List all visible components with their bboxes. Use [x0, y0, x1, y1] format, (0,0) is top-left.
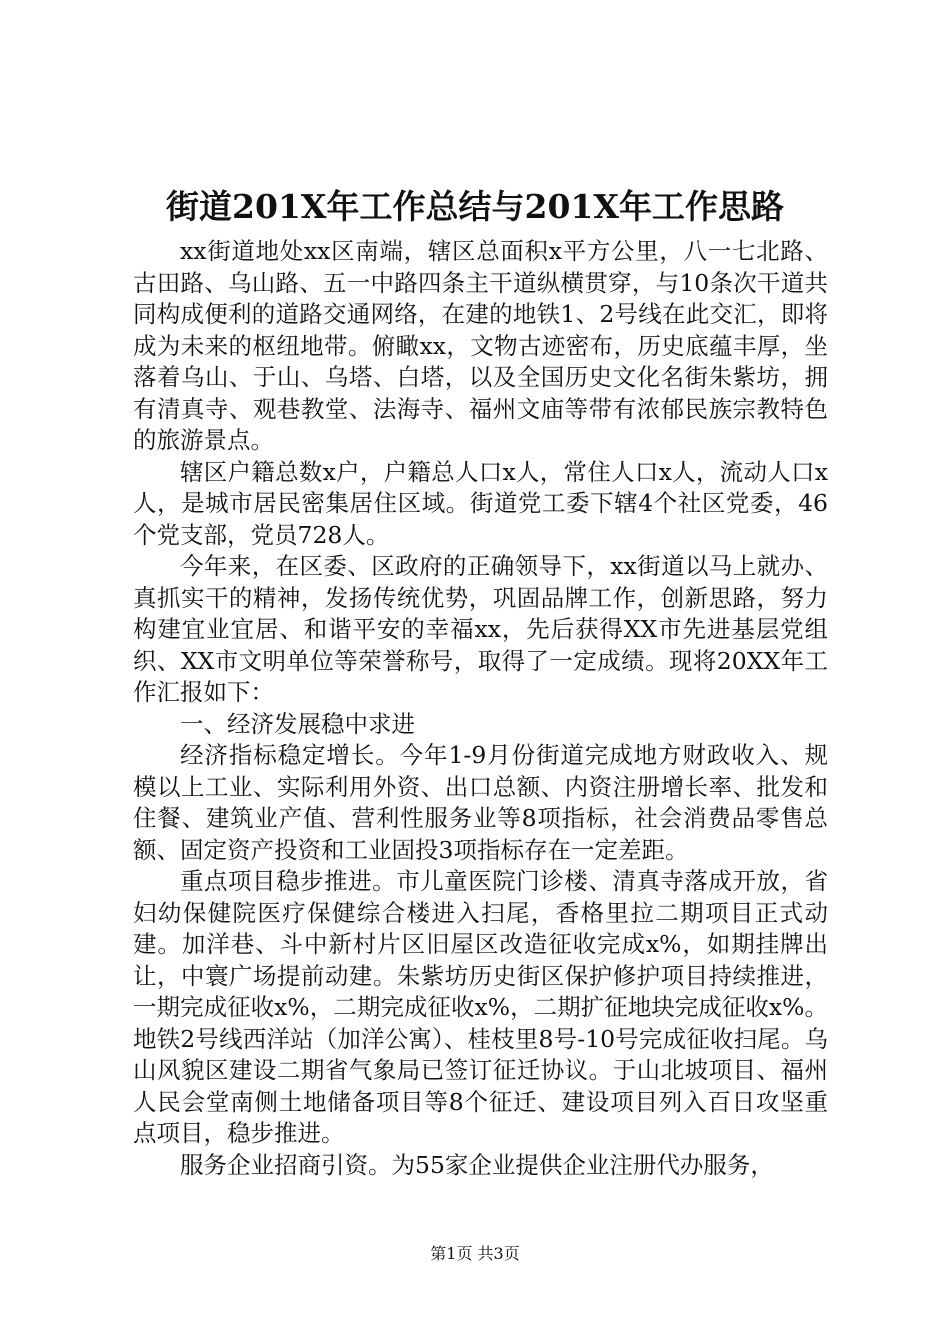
document-body [133, 236, 828, 1181]
paragraph-overview: xx街道地处xx区南端，辖区总面积x平方公里，八一七北路、古田路、乌山路、五一中路四条主干道纵横贯穿，与10条次干道共同构成便利的道路交通网络，在建的地铁1、2号线在此交汇，即将成为未来的枢纽地带。俯瞰xx，文物古迹密布，历史底蕴丰厚，坐落着乌山、于山、乌塔、白塔，以及全国历史文化名街朱紫坊，拥有清真寺、观巷教堂、法海寺、福州文庙等带有浓郁民族宗教特色的旅游景点。 [133, 237, 828, 454]
section-heading-economy: 一、经济发展稳中求进 [180, 709, 415, 738]
paragraph-population: 辖区户籍总数x户，户籍总人口x人，常住人口x人，流动人口x人，是城市居民密集居住区域。街道党工委下辖4个社区党委，46个党支部，党员728人。 [133, 457, 828, 549]
page-footer: 第1页 共3页 [430, 1244, 520, 1263]
paragraph-enterprise-services: 服务企业招商引资。为55家企业提供企业注册代办服务， [180, 1150, 774, 1179]
paragraph-intro: 今年来，在区委、区政府的正确领导下，xx街道以马上就办、真抓实干的精神，发扬传统优势，巩固品牌工作，创新思路，努力构建宜业宜居、和谐平安的幸福xx，先后获得XX市先进基层党组织、XX市文明单位等荣誉称号，取得了一定成绩。现将20XX年工作汇报如下： [133, 552, 828, 706]
paragraph-economic-indicators: 经济指标稳定增长。今年1-9月份街道完成地方财政收入、规模以上工业、实际利用外资、出口总额、内资注册增长率、批发和住餐、建筑业产值、营利性服务业等8项指标，社会消费品零售总额、固定资产投资和工业固投3项指标存在一定差距。 [133, 741, 828, 864]
document-title: 街道201X年工作总结与201X年工作思路 [166, 187, 784, 226]
paragraph-key-projects: 重点项目稳步推进。市儿童医院门诊楼、清真寺落成开放，省妇幼保健院医疗保健综合楼进入扫尾，香格里拉二期项目正式动建。加洋巷、斗中新村片区旧屋区改造征收完成x%，如期挂牌出让，中寰广场提前动建。朱紫坊历史街区保护修护项目持续推进，一期完成征收x%，二期完成征收x%，二期扩征地块完成征收x%。地铁2号线西洋站（加洋公寓）、桂枝里8号-10号完成征收扫尾。乌山风貌区建设二期省气象局已签订征迁协议。于山北坡项目、福州人民会堂南侧土地储备项目等8个征迁、建设项目列入百日攻坚重点项目，稳步推进。 [133, 867, 828, 1147]
